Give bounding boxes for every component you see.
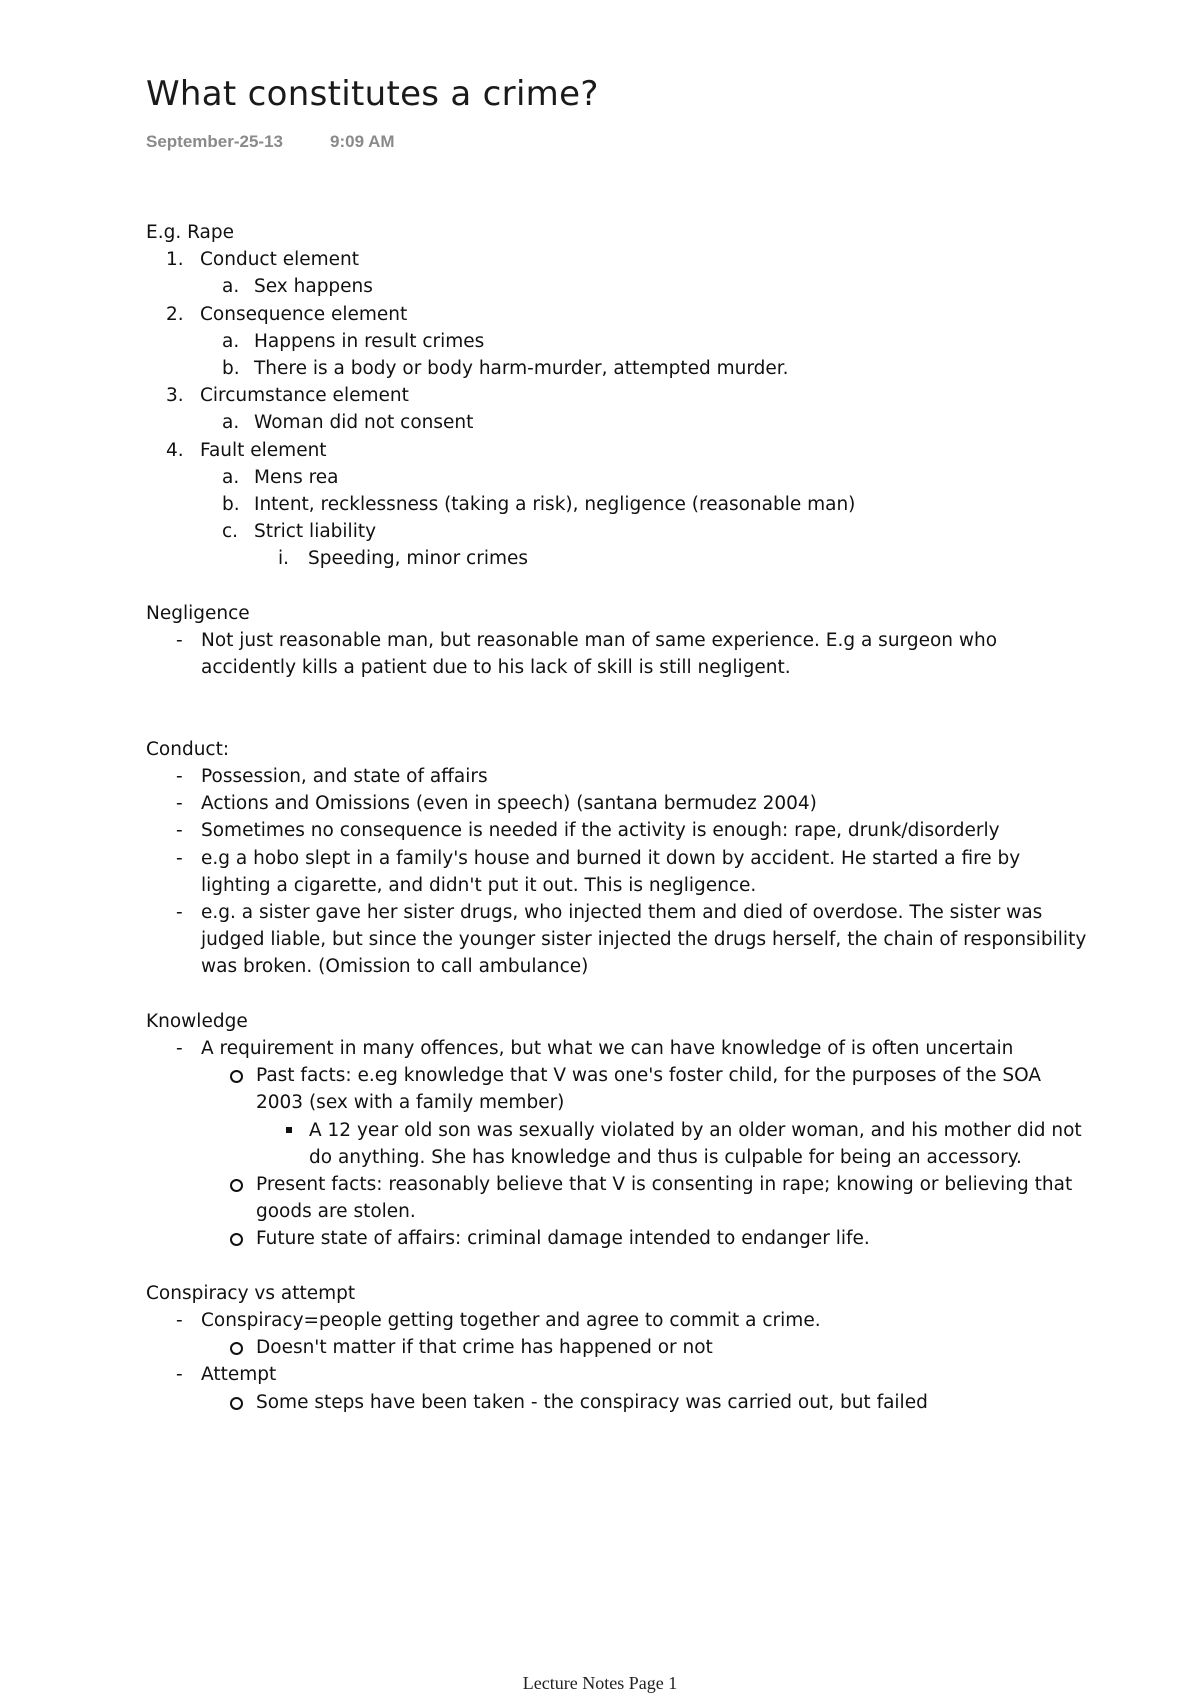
list-item: Doesn't matter if that crime has happened or not [146,1334,1146,1361]
list-item: i. Speeding, minor crimes [278,548,529,570]
list-item: - Attempt [176,1364,277,1386]
circle-bullet-icon [230,1342,243,1355]
list-item: - Actions and Omissions (even in speech) (santana bermudez 2004) [176,793,817,815]
note-title: What constitutes a crime? [146,74,599,114]
list-item: Past facts: e.eg knowledge that V was one's foster child, for the purposes of the SOA [146,1062,1146,1089]
note-body [146,219,1146,1416]
list-item: a. Woman did not consent [222,412,474,434]
list-item-continuation: accidently kills a patient due to his lack of skill is still negligent. [201,657,791,679]
circle-bullet-icon [230,1070,243,1083]
note-time: 9:09 AM [330,132,395,151]
list-item: b. There is a body or body harm-murder, attempted murder. [222,358,789,380]
circle-bullet-icon [230,1233,243,1246]
section-heading-knowledge: Knowledge [146,1010,248,1032]
page-footer: Lecture Notes Page 1 [522,1673,678,1693]
list-item: a. Happens in result crimes [222,330,485,352]
list-item: b. Intent, recklessness (taking a risk), negligence (reasonable man) [222,494,856,516]
square-bullet-icon [286,1127,292,1133]
section-heading-negligence: Negligence [146,602,250,624]
list-item: a. Sex happens [222,276,373,298]
list-item: 2. Consequence element [166,303,408,325]
list-item: 3. Circumstance element [166,385,409,407]
note-date: September-25-13 [146,132,284,151]
list-item: - e.g. a sister gave her sister drugs, who injected them and died of overdose. The sister was [176,902,1043,924]
list-item: - Conspiracy=people getting together and agree to commit a crime. [176,1310,821,1332]
list-item-continuation: 2003 (sex with a family member) [256,1092,565,1114]
list-item-continuation: goods are stolen. [256,1201,416,1223]
list-item: c. Strict liability [222,521,377,543]
list-item-continuation: do anything. She has knowledge and thus is culpable for being an accessory. [309,1146,1022,1168]
list-item: - Possession, and state of affairs [176,766,488,788]
list-item: Present facts: reasonably believe that V is consenting in rape; knowing or believing that [146,1171,1146,1198]
list-item: 4. Fault element [166,439,327,461]
list-item-continuation: was broken. (Omission to call ambulance) [201,956,589,978]
section-heading-conspiracy: Conspiracy vs attempt [146,1282,356,1304]
section-heading-conduct: Conduct: [146,738,230,760]
list-item: - A requirement in many offences, but what we can have knowledge of is often uncertain [176,1038,1014,1060]
list-item-continuation: lighting a cigarette, and didn't put it out. This is negligence. [201,874,757,896]
list-item: 1. Conduct element [166,249,360,271]
list-item-continuation: judged liable, but since the younger sister injected the drugs herself, the chain of responsibility [201,929,1087,951]
list-item: Future state of affairs: criminal damage intended to endanger life. [146,1225,1146,1252]
list-item: - e.g a hobo slept in a family's house and burned it down by accident. He started a fire by [176,847,1021,869]
list-item: Some steps have been taken - the conspiracy was carried out, but failed [146,1389,1146,1416]
section-heading-rape: E.g. Rape [146,222,234,243]
circle-bullet-icon [230,1179,243,1192]
list-item: A 12 year old son was sexually violated by an older woman, and his mother did not [146,1117,1146,1144]
circle-bullet-icon [230,1397,243,1410]
list-item: a. Mens rea [222,466,339,488]
list-item: - Sometimes no consequence is needed if the activity is enough: rape, drunk/disorderly [176,820,1000,842]
list-item: - Not just reasonable man, but reasonable man of same experience. E.g a surgeon who [176,630,998,652]
